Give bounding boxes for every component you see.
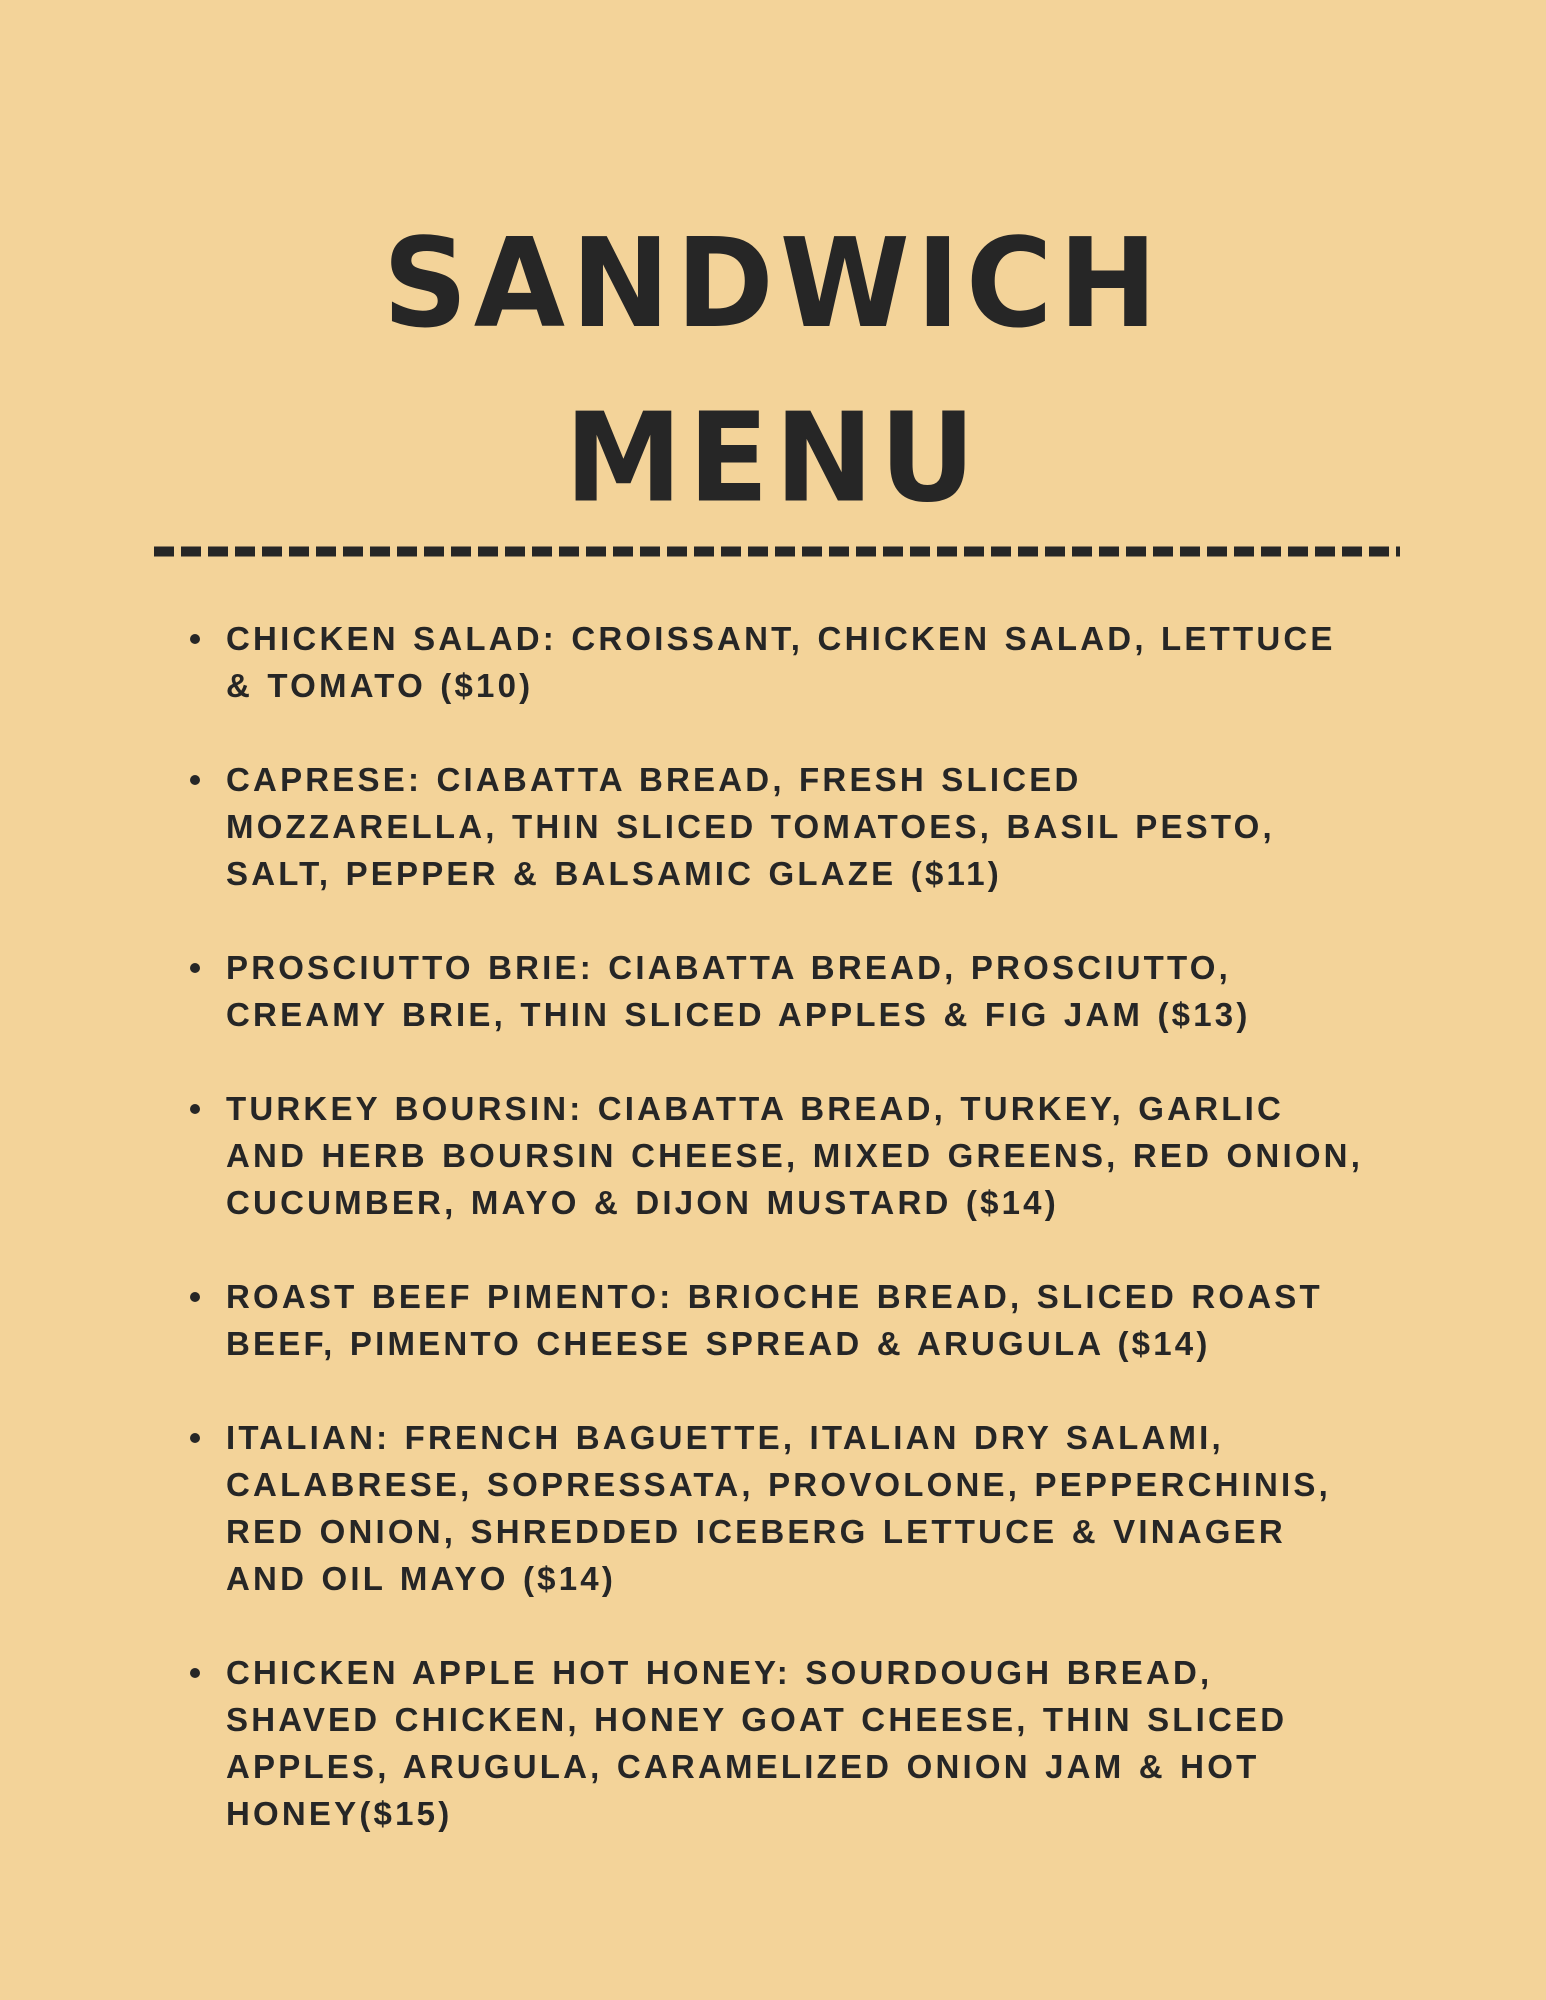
bullet-icon (190, 634, 200, 644)
bullet-icon (190, 775, 200, 785)
menu-item-text: CHICKEN SALAD: CROISSANT, CHICKEN SALAD, LETTUCE & TOMATO ($10) (226, 620, 1336, 704)
menu-item-text: ROAST BEEF PIMENTO: BRIOCHE BREAD, SLICED ROAST BEEF, PIMENTO CHEESE SPREAD & ARUGULA ($14) (226, 1278, 1323, 1362)
menu-item (186, 756, 1366, 897)
title-line-2: MENU (564, 386, 982, 530)
menu-item (186, 1085, 1366, 1226)
menu-item (186, 1649, 1366, 1837)
bullet-icon (190, 1433, 200, 1443)
bullet-icon (190, 963, 200, 973)
bullet-icon (190, 1292, 200, 1302)
menu-item (186, 615, 1366, 709)
menu-item-text: CAPRESE: CIABATTA BREAD, FRESH SLICED MOZZARELLA, THIN SLICED TOMATOES, BASIL PESTO, SALT, PEPPER & BALSAMIC GLAZE ($11) (226, 761, 1275, 892)
menu-item-text: ITALIAN: FRENCH BAGUETTE, ITALIAN DRY SALAMI, CALABRESE, SOPRESSATA, PROVOLONE, PEPPERCHINIS, RED ONION, SHREDDED ICEBERG LETTUCE & VINAGER AND OIL MAYO ($14) (226, 1419, 1331, 1597)
menu-item-text: TURKEY BOURSIN: CIABATTA BREAD, TURKEY, GARLIC AND HERB BOURSIN CHEESE, MIXED GREENS, RED ONION, CUCUMBER, MAYO & DIJON MUSTARD ($14) (226, 1090, 1364, 1221)
sandwich-menu-list (186, 615, 1366, 1884)
title-line-1: SANDWICH (382, 211, 1164, 356)
menu-item-text: CHICKEN APPLE HOT HONEY: SOURDOUGH BREAD, SHAVED CHICKEN, HONEY GOAT CHEESE, THIN SLICED APPLES, ARUGULA, CARAMELIZED ONION JAM & HOT HONEY($15) (226, 1654, 1288, 1832)
bullet-icon (190, 1104, 200, 1114)
menu-item (186, 1273, 1366, 1367)
bullet-icon (190, 1668, 200, 1678)
page-title (0, 196, 1546, 545)
dashed-divider (154, 546, 1400, 557)
menu-item (186, 944, 1366, 1038)
menu-item (186, 1414, 1366, 1602)
menu-item-text: PROSCIUTTO BRIE: CIABATTA BREAD, PROSCIUTTO, CREAMY BRIE, THIN SLICED APPLES & FIG JAM ($13) (226, 949, 1251, 1033)
